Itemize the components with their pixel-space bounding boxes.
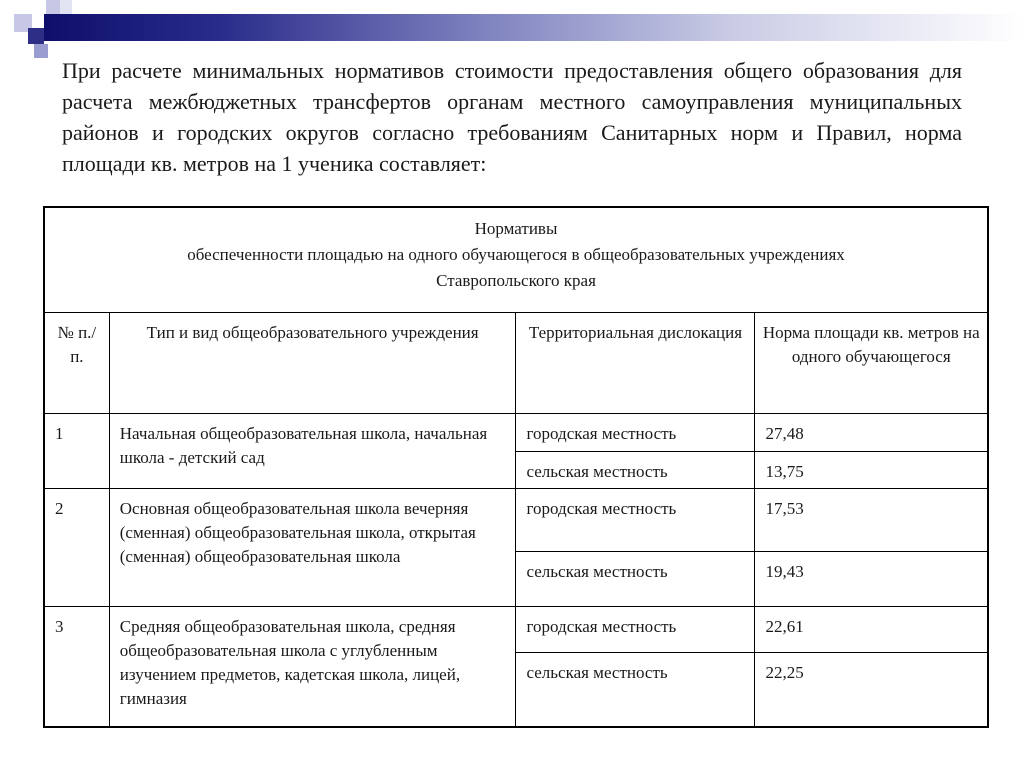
norms-table xyxy=(43,206,989,728)
norm-value-rural: 13,75 xyxy=(755,452,988,489)
location-rural: сельская местность xyxy=(516,653,755,727)
header-gradient-band xyxy=(44,14,1024,41)
row-number: 2 xyxy=(44,489,109,607)
table-header-row xyxy=(44,313,988,414)
norm-value-urban: 27,48 xyxy=(755,414,988,452)
school-type: Основная общеобразовательная школа вечерняя (сменная) общеобразовательная школа, открытая (сменная) общеобразовательная школа xyxy=(109,489,516,607)
table-caption-region: Ставропольского края xyxy=(436,271,596,290)
column-header-location: Территориальная дислокация xyxy=(516,313,755,414)
column-header-num: № п./п. xyxy=(44,313,109,414)
norm-value-rural: 19,43 xyxy=(755,552,988,607)
intro-paragraph: При расчете минимальных нормативов стоимости предоставления общего образования для расчета межбюджетных трансфертов органам местного самоуправления муниципальных районов и городских округов согласно требованиям Санитарных норм и Правил, норма площади кв. метров на 1 ученика составляет: xyxy=(62,58,962,176)
row-number: 1 xyxy=(44,414,109,489)
slide-header-decoration xyxy=(0,0,1024,56)
decor-square xyxy=(34,44,48,58)
decor-square xyxy=(46,0,60,14)
location-urban: городская местность xyxy=(516,414,755,452)
table-caption xyxy=(44,207,988,313)
column-header-norm: Норма площади кв. метров на одного обучающегося xyxy=(755,313,988,414)
table-row xyxy=(44,414,988,452)
norm-value-rural: 22,25 xyxy=(755,653,988,727)
norm-value-urban: 17,53 xyxy=(755,489,988,552)
decor-square xyxy=(60,0,72,14)
decor-square xyxy=(28,28,44,44)
table-caption-subtitle: обеспеченности площадью на одного обучающегося в общеобразовательных учреждениях xyxy=(187,245,845,264)
school-type: Средняя общеобразовательная школа, средняя общеобразовательная школа с углубленным изучением предметов, кадетская школа, лицей, гимназия xyxy=(109,607,516,727)
table-row xyxy=(44,607,988,653)
table-caption-title: Нормативы xyxy=(474,219,558,238)
norm-value-urban: 22,61 xyxy=(755,607,988,653)
row-number: 3 xyxy=(44,607,109,727)
column-header-type: Тип и вид общеобразовательного учреждения xyxy=(109,313,516,414)
table-row xyxy=(44,489,988,552)
location-rural: сельская местность xyxy=(516,452,755,489)
location-urban: городская местность xyxy=(516,607,755,653)
location-rural: сельская местность xyxy=(516,552,755,607)
school-type: Начальная общеобразовательная школа, начальная школа - детский сад xyxy=(109,414,516,489)
location-urban: городская местность xyxy=(516,489,755,552)
